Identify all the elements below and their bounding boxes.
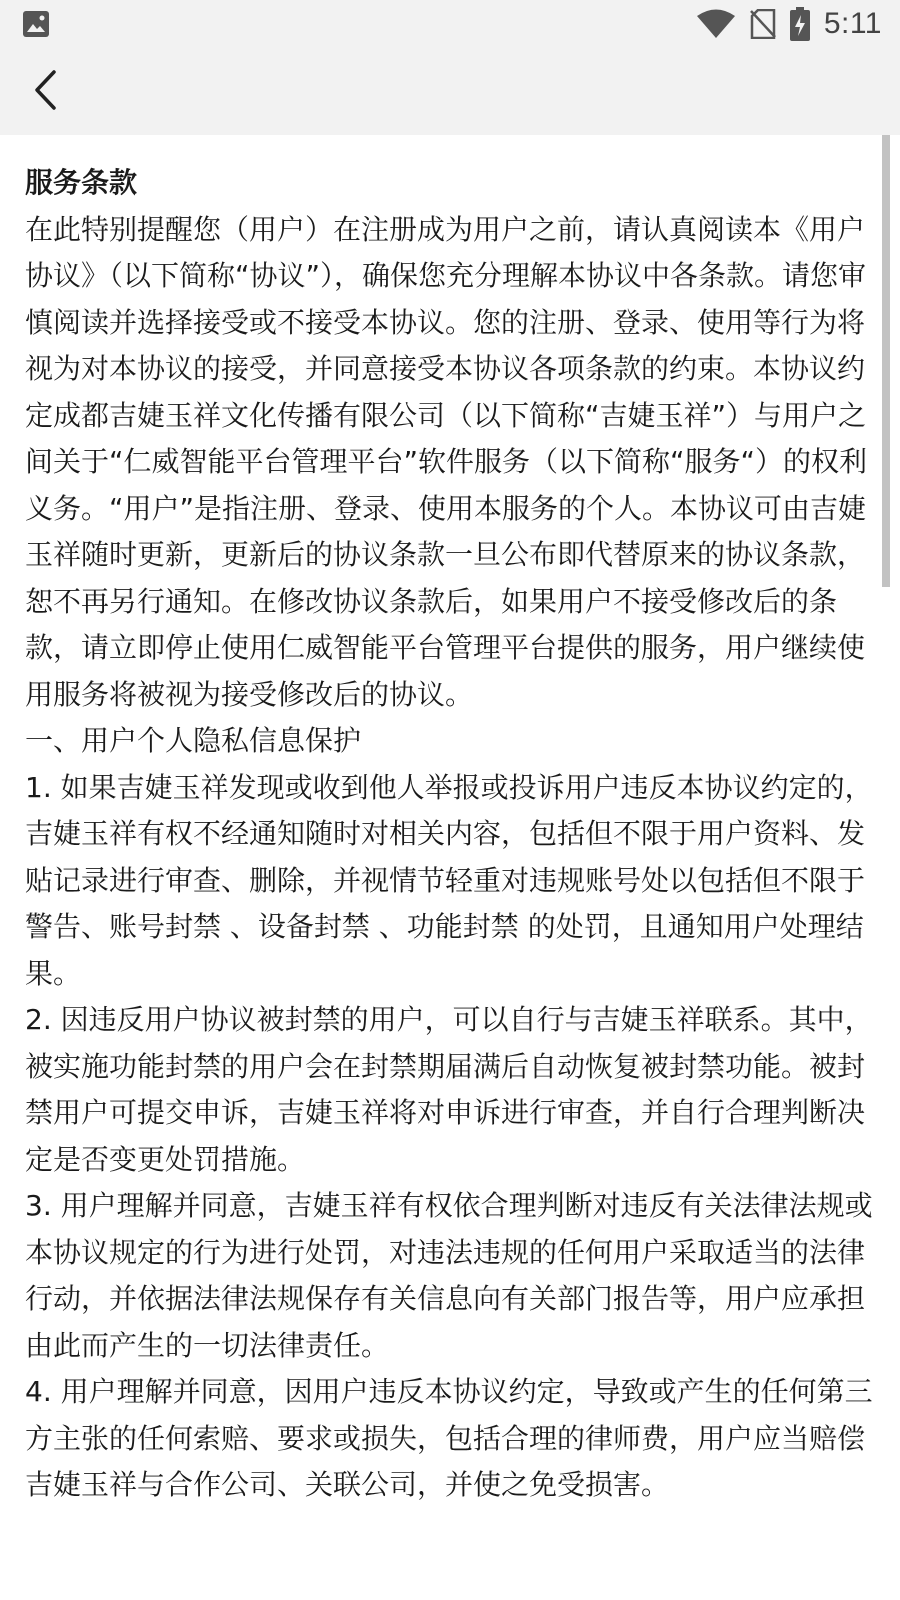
status-bar [0,0,900,48]
scrollbar-thumb[interactable] [882,135,890,587]
chevron-left-icon [30,69,60,115]
section-heading-privacy: 一、用户个人隐私信息保护 [25,724,362,757]
wifi-icon [696,9,736,39]
terms-clause-3: 3. 用户理解并同意，吉婕玉祥有权依合理判断对违反有关法律法规或本协议规定的行为进行处罚，对违法违规的任何用户采取适当的法律行动，并依据法律法规保存有关信息向有关部门报告等，用户应承担由此而产生的一切法律责任。 [25,1189,873,1362]
no-sim-icon [750,9,776,39]
terms-scroll-area[interactable] [0,135,900,1600]
battery-charging-icon [790,7,810,41]
terms-clause-1: 1. 如果吉婕玉祥发现或收到他人举报或投诉用户违反本协议约定的，吉婕玉祥有权不经通知随时对相关内容，包括但不限于用户资料、发贴记录进行审查、删除，并视情节轻重对违规账号处以包括但不限于警告、账号封禁 、设备封禁 、功能封禁 的处罚，且通知用户处理结果。 [25,770,873,990]
terms-document [25,160,875,1509]
terms-clause-2: 2. 因违反用户协议被封禁的用户，可以自行与吉婕玉祥联系。其中，被实施功能封禁的用户会在封禁期届满后自动恢复被封禁功能。被封禁用户可提交申诉，吉婕玉祥将对申诉进行审查，并自行合理判断决定是否变更处罚措施。 [25,1003,873,1176]
status-time: 5:11 [823,7,882,40]
image-icon [22,10,50,38]
terms-title: 服务条款 [25,166,138,199]
terms-intro-paragraph: 在此特别提醒您（用户）在注册成为用户之前，请认真阅读本《用户协议》（以下简称“协议”），确保您充分理解本协议中各条款。请您审慎阅读并选择接受或不接受本协议。您的注册、登录、使用等行为将视为对本协议的接受，并同意接受本协议各项条款的约束。本协议约定成都吉婕玉祥文化传播有限公司（以下简称“吉婕玉祥”）与用户之间关于“仁威智能平台管理平台”软件服务（以下简称“服务“）的权利义务。“用户”是指注册、登录、使用本服务的个人。本协议可由吉婕玉祥随时更新，更新后的协议条款一旦公布即代替原来的协议条款，恕不再另行通知。在修改协议条款后，如果用户不接受修改后的条款，请立即停止使用仁威智能平台管理平台提供的服务，用户继续使用服务将被视为接受修改后的协议。 [25,212,868,711]
back-button[interactable] [18,65,72,119]
app-header [0,0,900,135]
terms-clause-4: 4. 用户理解并同意，因用户违反本协议约定，导致或产生的任何第三方主张的任何索赔、要求或损失，包括合理的律师费，用户应当赔偿吉婕玉祥与合作公司、关联公司，并使之免受损害。 [25,1375,873,1501]
